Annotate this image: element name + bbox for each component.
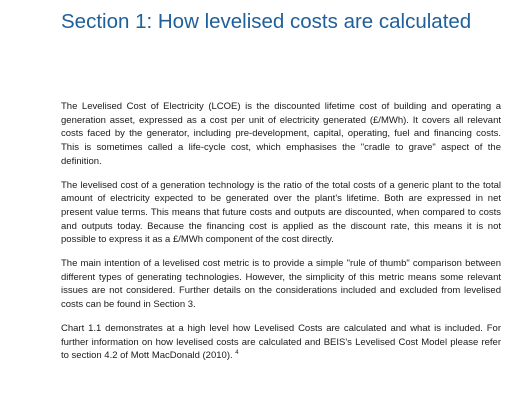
paragraph-chart-reference <box>61 322 501 363</box>
footnote-marker: 4 <box>235 350 239 357</box>
paragraph-metric-intention: The main intention of a levelised cost metric is to provide a simple "rule of thumb" comparison between different types of generating technologies. However, the simplicity of this metric means some relevant issues are not considered. Further details on the considerations included and excluded from levelised costs can be found in Section 3. <box>61 258 501 311</box>
paragraph-lcoe-definition: The Levelised Cost of Electricity (LCOE) is the discounted lifetime cost of building and operating a generation asset, expressed as a cost per unit of electricity generated (£/MWh). It covers all relevant costs faced by the generator, including pre-development, capital, operating, fuel and financing costs. This is sometimes called a life-cycle cost, which emphasises the "cradle to grave" aspect of the definition. <box>61 101 501 167</box>
section-heading: Section 1: How levelised costs are calculated <box>61 10 472 33</box>
paragraph-levelised-cost-ratio: The levelised cost of a generation technology is the ratio of the total costs of a generic plant to the total amount of electricity expected to be generated over the plant's lifetime. Both are expressed in net present value terms. This means that future costs and outputs are discounted, when compared to costs and outputs today. Because the financing cost is applied as the discount rate, this means it is not possible to express it as a £/MWh component of the cost directly. <box>61 179 501 246</box>
section-body <box>61 100 501 373</box>
paragraph-chart-reference-text: Chart 1.1 demonstrates at a high level how Levelised Costs are calculated and what is included. For further information on how levelised costs are calculated and BEIS's Levelised Cost Model please refer to section 4.2 of Mott MacDonald (2010). <box>61 322 501 362</box>
